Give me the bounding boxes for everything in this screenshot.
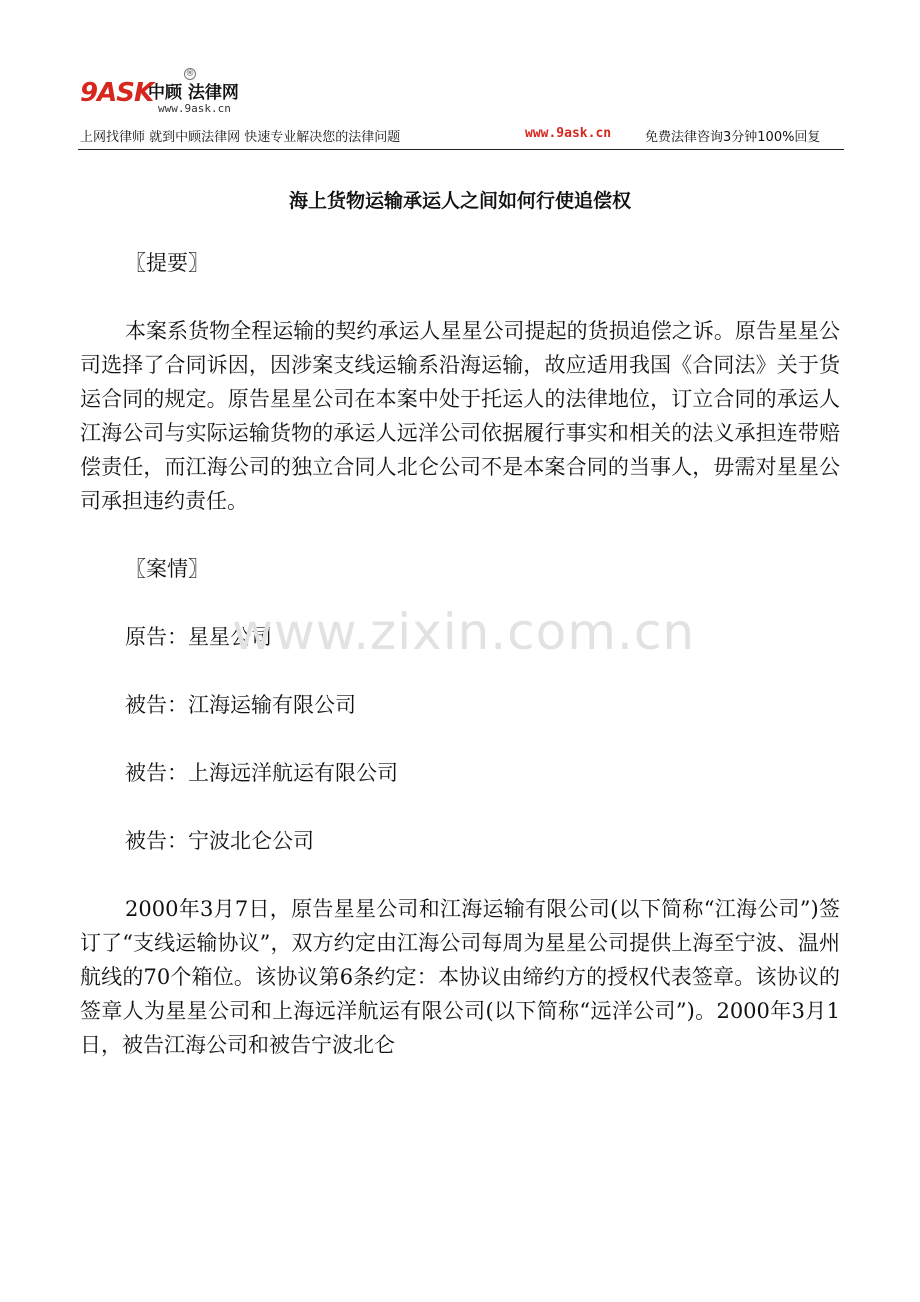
case-paragraph: 2000年3月7日，原告星星公司和江海运输有限公司(以下简称“江海公司”)签订了“支线运输协议”，双方约定由江海公司每周为星星公司提供上海至宁波、温州航线的70个箱位。该协议第6条约定：本协议由缔约方的授权代表签章。该协议的签章人为星星公司和上海远洋航运有限公司(以下简称“远洋公司”)。2000年3月1日，被告江海公司和被告宁波北仑 bbox=[80, 897, 840, 1057]
header-divider bbox=[78, 149, 844, 150]
logo-url: www.9ask.cn bbox=[158, 102, 231, 115]
party-defendant-3: 被告：宁波北仑公司 bbox=[125, 829, 314, 853]
logo-mark: 9ASK bbox=[80, 78, 154, 108]
party-defendant-1: 被告：江海运输有限公司 bbox=[125, 693, 356, 717]
party-plaintiff: 原告：星星公司 bbox=[125, 625, 272, 649]
party-defendant-2: 被告：上海远洋航运有限公司 bbox=[125, 761, 398, 785]
document-body bbox=[80, 226, 840, 1062]
summary-heading: 〖提要〗 bbox=[125, 251, 209, 275]
summary-paragraph: 本案系货物全程运输的契约承运人星星公司提起的货损追偿之诉。原告星星公司选择了合同诉因，因涉案支线运输系沿海运输，故应适用我国《合同法》关于货运合同的规定。原告星星公司在本案中处于托运人的法律地位，订立合同的承运人江海公司与实际运输货物的承运人远洋公司依据履行事实和相关的法义承担连带赔偿责任，而江海公司的独立合同人北仑公司不是本案合同的当事人，毋需对星星公司承担违约责任。 bbox=[80, 319, 840, 513]
header-site-link[interactable]: www.9ask.cn bbox=[525, 126, 612, 141]
registered-mark-icon: ® bbox=[185, 69, 195, 79]
header-tagline: 上网找律师 就到中顾法律网 快速专业解决您的法律问题 bbox=[80, 130, 401, 145]
document-title: 海上货物运输承运人之间如何行使追偿权 bbox=[288, 190, 631, 212]
logo-title: 中顾 法律网 bbox=[148, 83, 239, 103]
case-heading: 〖案情〗 bbox=[125, 557, 209, 581]
site-logo[interactable] bbox=[80, 69, 280, 122]
watermark: www.zixin.com.cn bbox=[232, 603, 696, 661]
header-service-note: 免费法律咨询3分钟100%回复 bbox=[645, 130, 821, 145]
